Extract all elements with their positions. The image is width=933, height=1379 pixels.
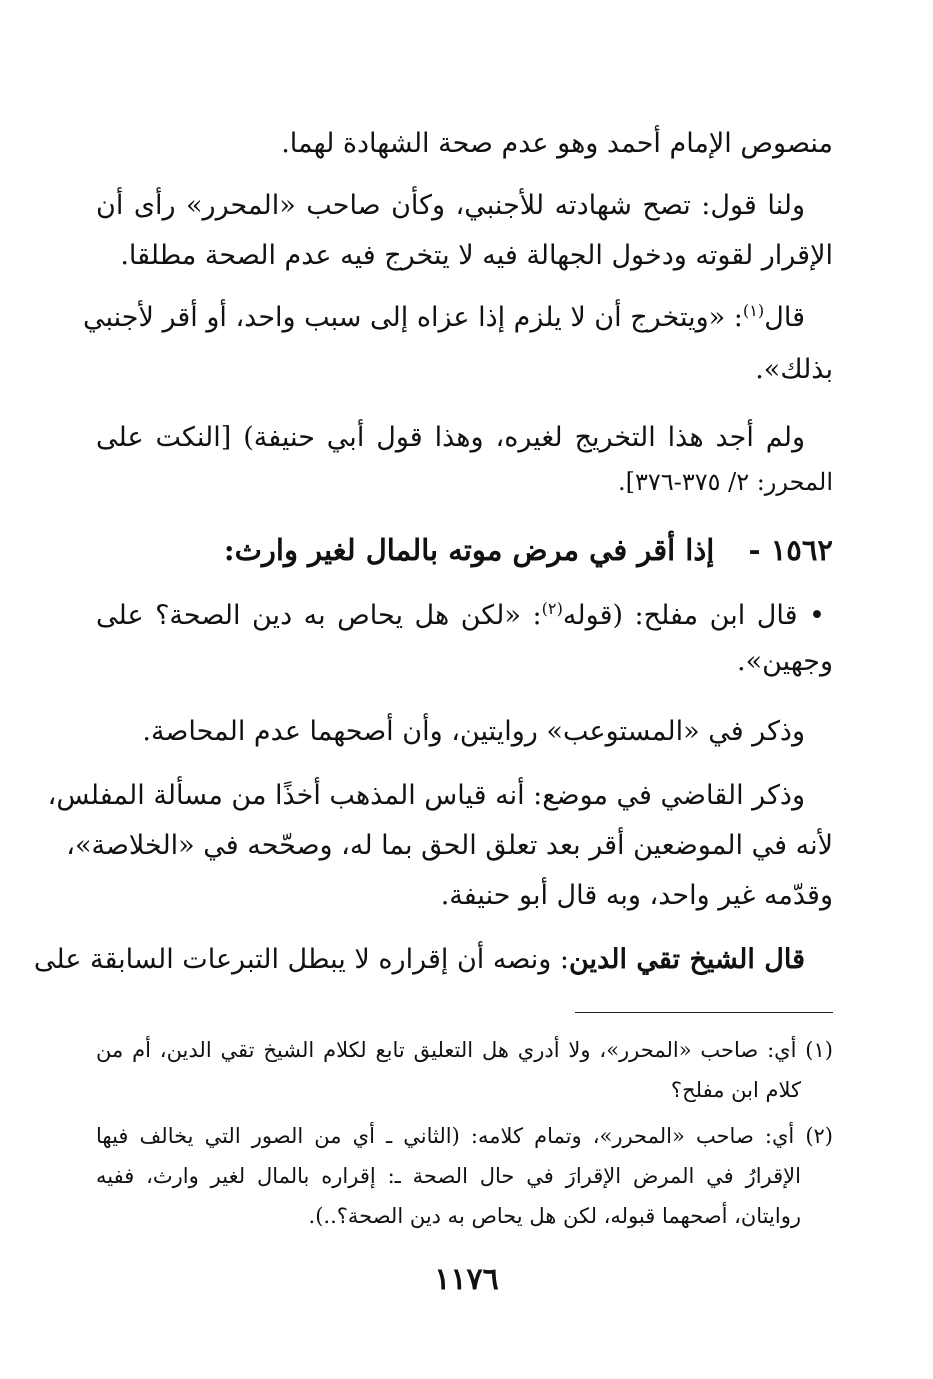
footnote-2-cont: الإقرارُ في المرض الإقرارَ في حال الصحة ـ: إقراره بالمال لغير وارث، ففيه — [96, 1164, 801, 1188]
footnote-ref[interactable]: (٢) — [541, 599, 563, 618]
section-title: إذا أقر في مرض موته بالمال لغير وارث: — [223, 533, 715, 567]
footnote-1-cont: كلام ابن مفلح؟ — [670, 1078, 801, 1102]
footnote-2: (٢) أي: صاحب «المحرر»، وتمام كلامه: (الثاني ـ أي من الصور التي يخالف فيها — [96, 1124, 833, 1148]
footnote-divider — [575, 1012, 833, 1013]
paragraph-line — [33, 940, 805, 980]
paragraph-line: وجهين». — [737, 646, 833, 677]
paragraph-line: وذكر في «المستوعب» روايتين، وأن أصحهما عدم المحاصة. — [142, 716, 805, 747]
bold-name: قال الشيخ تقي الدين — [569, 944, 805, 975]
paragraph-text: : «ويتخرج أن لا يلزم إذا عزاه إلى سبب واحد، أو أقر لأجنبي — [82, 302, 743, 333]
footnote-ref[interactable]: (١) — [742, 301, 765, 320]
section-number: ١٥٦٢ - — [748, 533, 833, 567]
paragraph-line: وقدّمه غير واحد، وبه قال أبو حنيفة. — [440, 880, 833, 911]
paragraph-line: منصوص الإمام أحمد وهو عدم صحة الشهادة لهما. — [281, 128, 833, 159]
paragraph-line: لأنه في الموضعين أقر بعد تعلق الحق بما له، وصحّحه في «الخلاصة»، — [66, 830, 833, 861]
paragraph-text: • قال ابن مفلح: (قوله — [562, 600, 825, 631]
footnote-1: (١) أي: صاحب «المحرر»، ولا أدري هل التعليق تابع لكلام الشيخ تقي الدين، أم من — [96, 1038, 833, 1062]
section-heading — [96, 530, 833, 570]
paragraph-line: بذلك». — [755, 354, 833, 385]
paragraph-line — [96, 596, 825, 636]
paragraph-text: : «لكن هل يحاص به دين الصحة؟ على — [96, 600, 542, 631]
paragraph-line — [82, 298, 805, 338]
paragraph-text: قال — [764, 302, 805, 333]
footnote-2-cont: روايتان، أصحهما قبوله، لكن هل يحاص به دين الصحة؟..). — [308, 1204, 801, 1228]
paragraph-text: : ونصه أن إقراره لا يبطل التبرعات السابقة على — [33, 944, 569, 975]
paragraph-line: المحرر: ٢/ ٣٧٥-٣٧٦]. — [618, 468, 833, 496]
paragraph-line: وذكر القاضي في موضع: أنه قياس المذهب أخذًا من مسألة المفلس، — [47, 780, 805, 811]
paragraph-line: الإقرار لقوته ودخول الجهالة فيه لا يتخرج فيه عدم الصحة مطلقا. — [120, 240, 833, 271]
paragraph-line: ولم أجد هذا التخريج لغيره، وهذا قول أبي حنيفة) [النكت على — [96, 422, 805, 453]
page-number: ١١٧٦ — [434, 1262, 499, 1297]
paragraph-line: ولنا قول: تصح شهادته للأجنبي، وكأن صاحب «المحرر» رأى أن — [96, 190, 805, 221]
